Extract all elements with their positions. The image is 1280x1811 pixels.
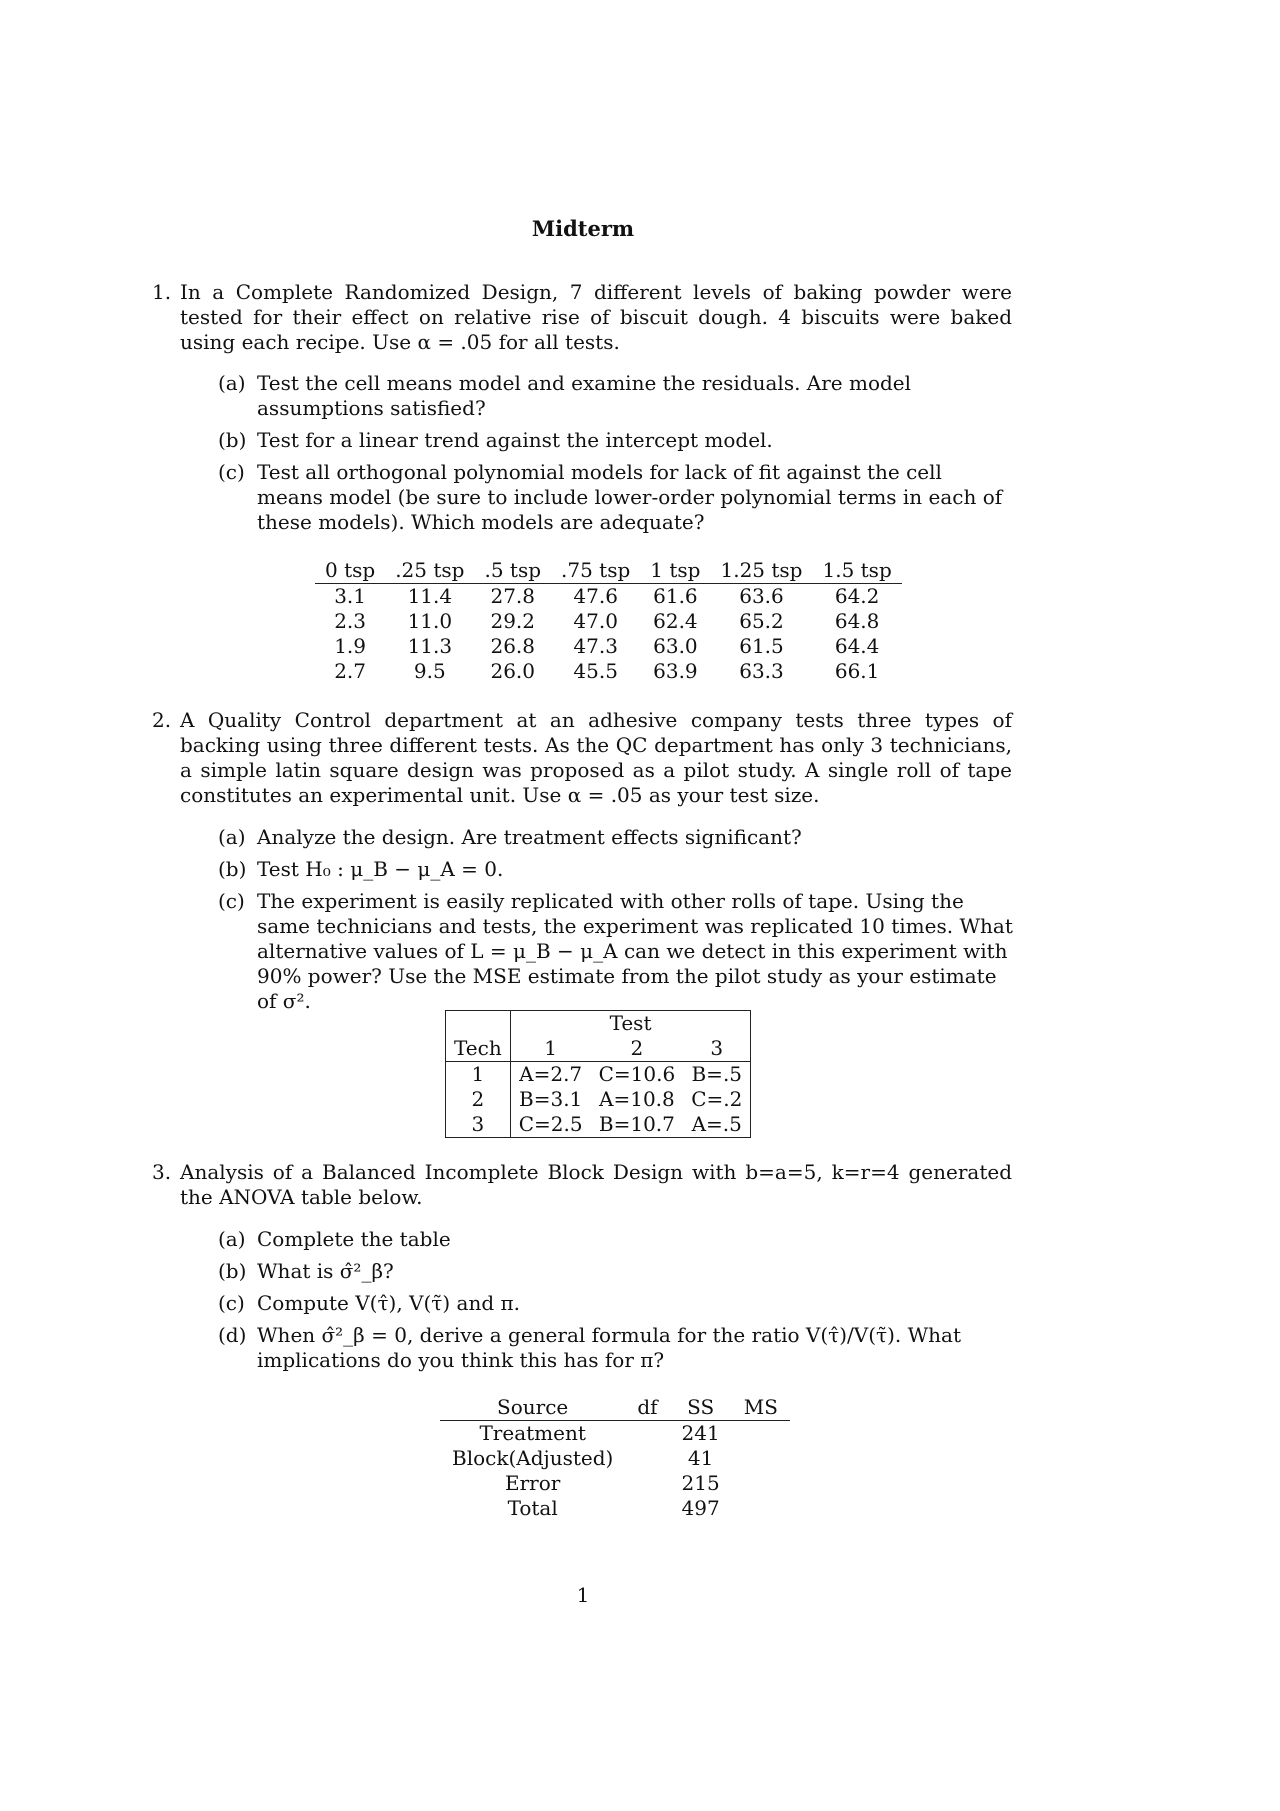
table-row <box>315 634 902 659</box>
row-header: Tech <box>446 1036 511 1062</box>
column-header: 1.25 tsp <box>710 558 812 584</box>
table-cell: 45.5 <box>573 659 618 683</box>
table-cell: B=3.1 <box>519 1087 583 1111</box>
table-cell: 2.7 <box>334 659 366 683</box>
ms-cell <box>732 1421 790 1447</box>
question-1 <box>152 280 1012 355</box>
table-cell: C=.2 <box>691 1087 743 1111</box>
table-cell: 27.8 <box>490 584 535 608</box>
question-number: 2. <box>152 708 172 732</box>
table-cell: 47.0 <box>573 609 618 633</box>
table-row <box>315 609 902 634</box>
question-number: 1. <box>152 280 172 304</box>
column-header: 3 <box>683 1036 751 1062</box>
table-cell: 11.0 <box>407 609 453 633</box>
ss-cell: 41 <box>687 1446 714 1470</box>
table-row <box>315 659 902 684</box>
column-header: 2 <box>591 1036 684 1062</box>
table-cell: A=10.8 <box>599 1087 675 1111</box>
part-label: (c) <box>218 889 245 913</box>
column-header: .75 tsp <box>551 558 640 584</box>
part-label: (a) <box>218 371 246 395</box>
table-cell: A=2.7 <box>519 1062 583 1086</box>
tech-number: 1 <box>446 1062 511 1088</box>
table-cell: 11.3 <box>407 634 453 658</box>
table-row <box>446 1062 751 1088</box>
part-text: Complete the table <box>257 1227 451 1251</box>
table-cell: 61.6 <box>653 584 698 608</box>
table-cell: C=2.5 <box>518 1112 583 1136</box>
ms-cell <box>732 1446 790 1471</box>
ms-cell <box>732 1496 790 1521</box>
table-cell: 63.6 <box>739 584 784 608</box>
column-header: .5 tsp <box>474 558 551 584</box>
df-cell <box>625 1496 669 1521</box>
table-cell: 2.3 <box>334 609 366 633</box>
table-row <box>446 1112 751 1138</box>
column-header: 0 tsp <box>315 558 385 584</box>
part-label: (c) <box>218 460 245 484</box>
part-item <box>218 1323 1013 1373</box>
table-cell: 1.9 <box>334 634 366 658</box>
column-header: 1 tsp <box>640 558 710 584</box>
part-text: Analyze the design. Are treatment effects significant? <box>257 825 802 849</box>
part-item <box>218 1227 1013 1252</box>
table-cell: B=10.7 <box>598 1112 675 1136</box>
question-number: 3. <box>152 1160 172 1184</box>
table-cell: 47.6 <box>573 584 618 608</box>
ss-cell: 241 <box>681 1421 720 1445</box>
source-cell: Total <box>507 1496 558 1520</box>
table-cell: 63.0 <box>653 634 698 658</box>
part-label: (b) <box>218 428 247 452</box>
table-cell: 11.4 <box>407 584 453 608</box>
part-label: (b) <box>218 857 247 881</box>
question-2 <box>152 708 1012 808</box>
source-cell: Treatment <box>479 1421 586 1445</box>
table-cell: C=10.6 <box>598 1062 676 1086</box>
table-cell: 64.8 <box>834 609 880 633</box>
source-cell: Error <box>505 1471 561 1495</box>
part-item <box>218 889 1013 1014</box>
part-text: The experiment is easily replicated with other rolls of tape. Using the same technicians and tests, the experiment was replicated 10 times. What alternative values of L = μ_B − μ_A can we detect in this experiment with 90% power? Use the MSE estimate from the pilot study as your estimate of σ². <box>257 889 1013 1013</box>
column-header: .25 tsp <box>385 558 474 584</box>
question-1-parts <box>218 371 1013 542</box>
latin-square-table <box>445 1010 751 1138</box>
part-text: Test all orthogonal polynomial models for lack of fit against the cell means model (be sure to include lower-order polynomial terms in each of these models). Which models are adequate? <box>257 460 1003 534</box>
part-label: (d) <box>218 1323 247 1347</box>
table-row <box>440 1421 790 1447</box>
table-cell: 66.1 <box>834 659 880 683</box>
tech-number: 2 <box>446 1087 511 1112</box>
table-cell: B=.5 <box>691 1062 743 1086</box>
table-cell: 3.1 <box>334 584 366 608</box>
part-label: (b) <box>218 1259 247 1283</box>
table-cell: 29.2 <box>490 609 535 633</box>
tech-number: 3 <box>446 1112 511 1138</box>
question-3-parts <box>218 1227 1013 1380</box>
column-header: df <box>625 1395 669 1421</box>
part-item <box>218 1291 1013 1316</box>
part-item <box>218 428 1013 453</box>
table-cell: 26.8 <box>490 634 535 658</box>
column-header: SS <box>670 1395 732 1421</box>
part-text: Test the cell means model and examine the residuals. Are model assumptions satisfied? <box>257 371 912 420</box>
page-number: 1 <box>576 1583 590 1607</box>
part-item <box>218 1259 1013 1284</box>
anova-table <box>440 1395 790 1521</box>
table-cell: 26.0 <box>490 659 535 683</box>
table-cell: 9.5 <box>413 659 446 683</box>
question-alpha: Use α = .05 for all tests. <box>372 330 620 354</box>
table-cell: 63.9 <box>653 659 698 683</box>
table-cell: A=.5 <box>691 1112 742 1136</box>
table-cell: 62.4 <box>653 609 698 633</box>
part-label: (a) <box>218 1227 246 1251</box>
part-text: When σ̂²_β = 0, derive a general formula for the ratio V(τ̂)/V(τ̃). What implications do you think this has for π? <box>257 1323 962 1372</box>
table-cell: 65.2 <box>739 609 784 633</box>
column-header: 1 <box>510 1036 590 1062</box>
question-3 <box>152 1160 1012 1210</box>
part-item <box>218 460 1013 535</box>
part-text: Compute V(τ̂), V(τ̃) and π. <box>257 1291 520 1315</box>
page-title: Midterm <box>531 216 635 241</box>
table-cell: 47.3 <box>573 634 618 658</box>
part-item <box>218 857 1013 882</box>
part-label: (c) <box>218 1291 245 1315</box>
question-text: A Quality Control department at an adhesive company tests three types of backing using three different tests. As the QC department has only 3 technicians, a simple latin square design was proposed as a pilot study. A single roll of tape constitutes an experimental unit. Use α = .05 as your test size. <box>180 708 1012 807</box>
question-text: In a Complete Randomized Design, 7 different levels of baking powder were tested for their effect on relative rise of biscuit dough. 4 biscuits were baked using each recipe. <box>180 280 1012 354</box>
part-text: Test for a linear trend against the intercept model. <box>257 428 773 452</box>
table-row <box>315 584 902 610</box>
part-label: (a) <box>218 825 246 849</box>
column-header: MS <box>732 1395 790 1421</box>
table-cell: 64.2 <box>834 584 880 608</box>
table-cell: 63.3 <box>739 659 784 683</box>
part-item <box>218 371 1013 421</box>
df-cell <box>625 1471 669 1496</box>
question-2-parts <box>218 825 1013 1021</box>
question-text: Analysis of a Balanced Incomplete Block Design with b=a=5, k=r=4 generated the ANOVA table below. <box>180 1160 1012 1209</box>
ms-cell <box>732 1471 790 1496</box>
column-header: 1.5 tsp <box>812 558 901 584</box>
df-cell <box>625 1446 669 1471</box>
table-cell: 64.4 <box>834 634 880 658</box>
table-cell: 61.5 <box>739 634 784 658</box>
table-row <box>446 1087 751 1112</box>
group-header: Test <box>609 1011 652 1035</box>
ss-cell: 497 <box>681 1496 720 1520</box>
table-row <box>440 1496 790 1521</box>
part-item <box>218 825 1013 850</box>
df-cell <box>625 1421 669 1447</box>
column-header: Source <box>440 1395 625 1421</box>
ss-cell: 215 <box>681 1471 720 1495</box>
part-text: Test H₀ : μ_B − μ_A = 0. <box>257 857 504 881</box>
source-cell: Block(Adjusted) <box>452 1446 614 1470</box>
table-row <box>440 1446 790 1471</box>
table-row <box>440 1471 790 1496</box>
part-text: What is σ̂²_β? <box>257 1259 394 1283</box>
baking-powder-table <box>315 558 902 684</box>
